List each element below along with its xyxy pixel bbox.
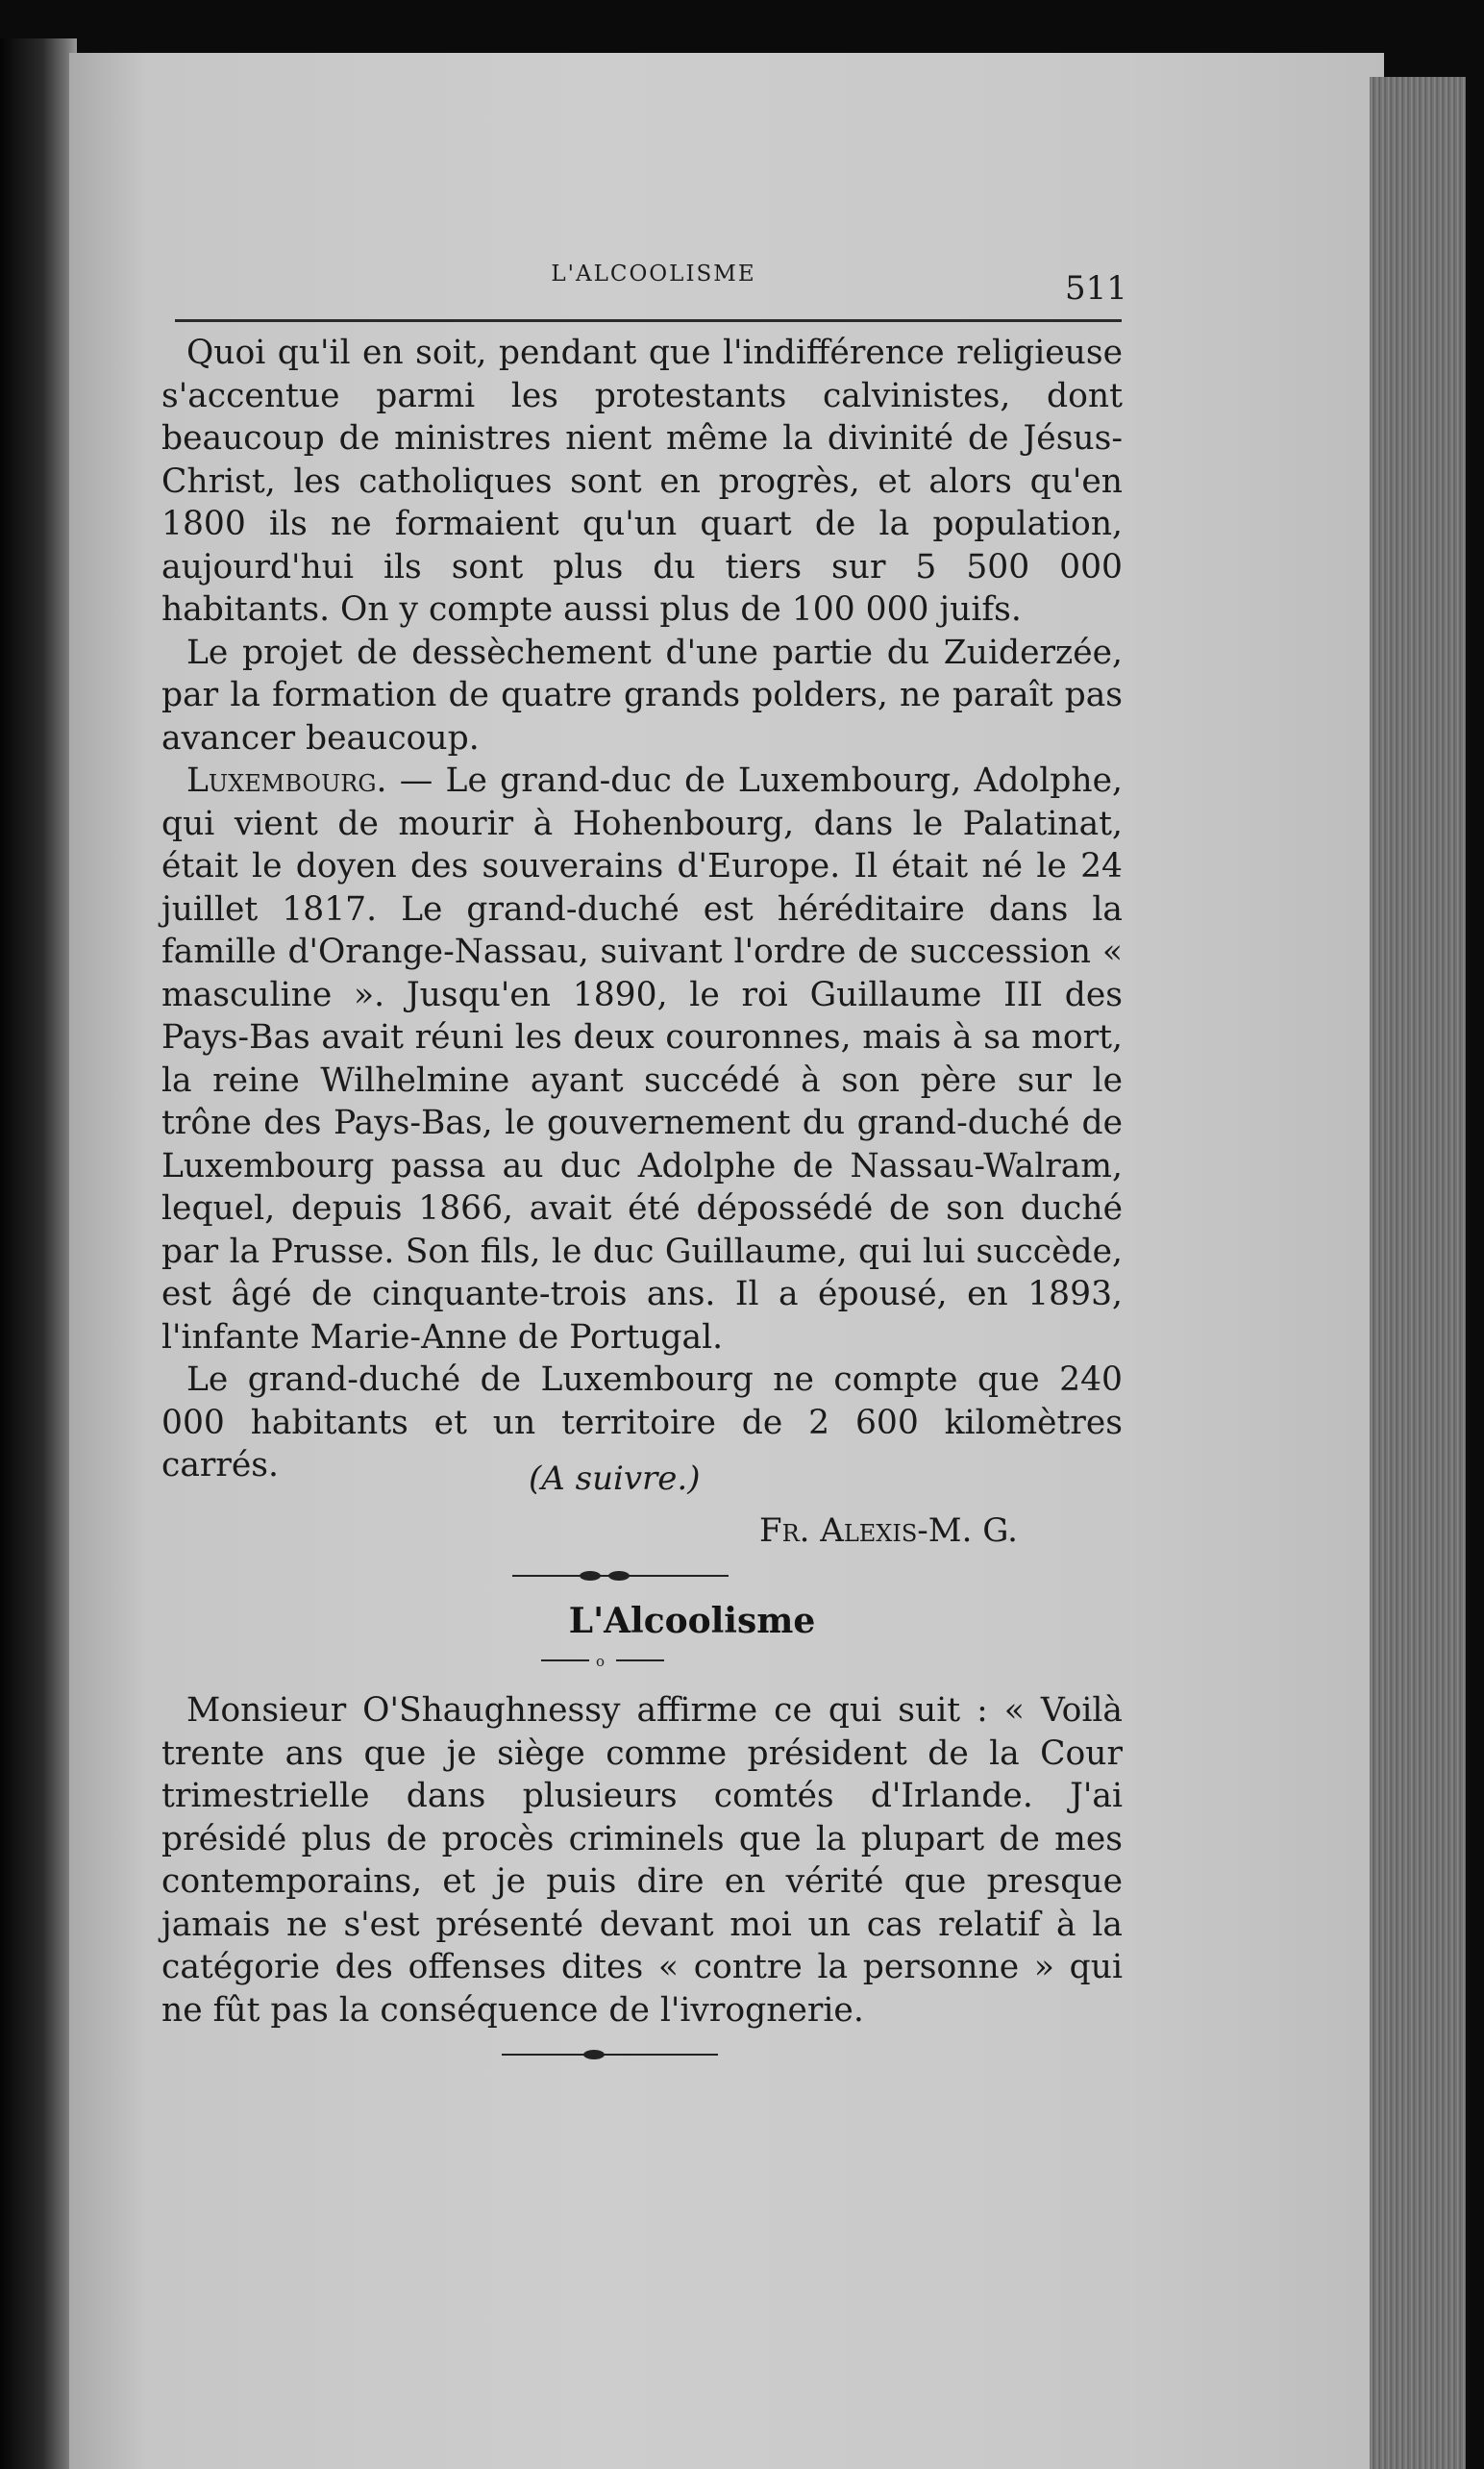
article-body — [161, 332, 1123, 1487]
paragraph-text: — Le grand-duc de Luxembourg, Adolphe, qui vient de mourir à Hohenbourg, dans le Palatinat, était le doyen des souverains d'Europe. Il était né le 24 juillet 1817. Le grand-duché est héréditaire dans la famille d'Orange-Nassau, suivant l'ordre de succession « masculine ». Jusqu'en 1890, le roi Guillaume III des Pays-Bas avait réuni les deux couronnes, mais à sa mort, la reine Wilhelmine ayant succédé à son père sur le trône des Pays-Bas, le gouvernement du grand-duché de Luxembourg passa au duc Adolphe de Nassau-Walram, lequel, depuis 1866, avait été dépossédé de son duché par la Prusse. Son fils, le duc Guillaume, qui lui succède, est âgé de cinquante-trois ans. Il a épousé, en 1893, l'infante Marie-Anne de Portugal. — [161, 761, 1123, 1357]
paragraph-luxembourg — [161, 760, 1123, 1359]
paragraph: Monsieur O'Shaughnessy affirme ce qui suit : « Voilà trente ans que je siège comme président de la Cour trimestrielle dans plusieurs comtés d'Irlande. J'ai présidé plus de procès criminels que la plupart de mes contemporains, et je puis dire en vérité que presque jamais ne s'est présenté devant moi un cas relatif à la catégorie des offenses dites « contre la personne » qui ne fût pas la conséquence de l'ivrognerie. — [161, 1691, 1123, 2030]
paragraph: Le grand-duché de Luxembourg ne compte que 240 000 habitants et un territoire de 2 600 kilomètres carrés. — [161, 1360, 1123, 1484]
paragraph: Quoi qu'il en soit, pendant que l'indifférence religieuse s'accentue parmi les protestants calvinistes, dont beaucoup de ministres nient même la divinité de Jésus-Christ, les catholiques sont en progrès, et alors qu'en 1800 ils ne formaient qu'un quart de la population, aujourd'hui ils sont plus du tiers sur 5 500 000 habitants. On y compte aussi plus de 100 000 juifs. — [161, 334, 1123, 629]
section-heading-luxembourg: Luxembourg. — [186, 761, 387, 800]
end-ornament — [502, 2048, 718, 2061]
title-divider — [541, 1651, 664, 1670]
article-body-alcoolisme — [161, 1689, 1123, 2032]
book-left-edge — [0, 38, 77, 2469]
running-title: L'ALCOOLISME — [551, 262, 756, 287]
page-number: 511 — [1065, 269, 1127, 308]
book-page-edges — [1370, 77, 1466, 2469]
divider-mark: o — [596, 1653, 606, 1670]
paragraph: Le projet de dessèchement d'une partie du Zuiderzée, par la formation de quatre grands polders, ne paraît pas avancer beaucoup. — [161, 633, 1123, 758]
author-signature: Fr. Alexis-M. G. — [759, 1511, 1018, 1550]
to-be-continued: (A suivre.) — [529, 1459, 701, 1498]
header-rule — [175, 319, 1122, 322]
section-ornament — [512, 1569, 729, 1583]
section-title: L'Alcoolisme — [568, 1601, 816, 1641]
